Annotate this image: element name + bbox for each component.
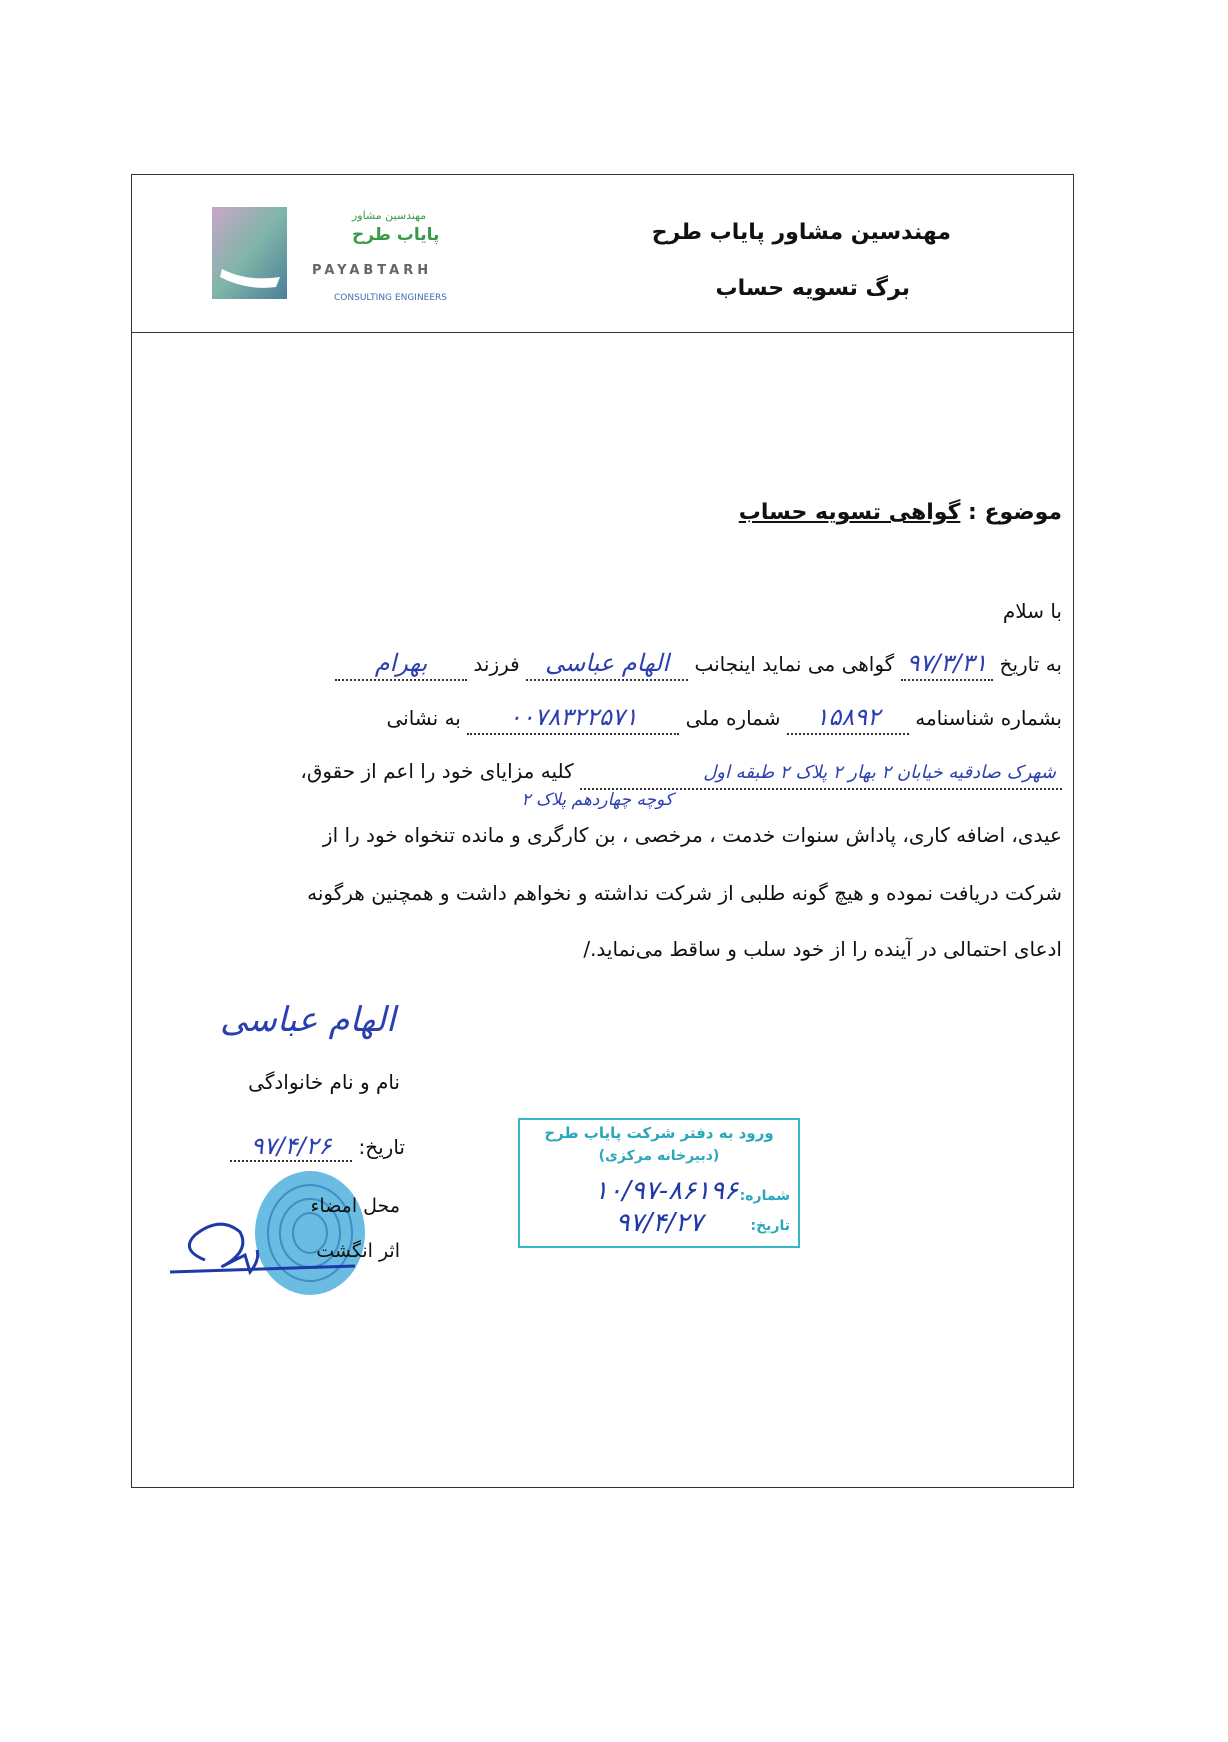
text-national-id-label: شماره ملی [685, 706, 781, 730]
stamp-number-label: شماره: [739, 1188, 790, 1204]
stamp-date-value: ۹۷/۴/۲۷ [615, 1208, 703, 1238]
secretariat-stamp [518, 1118, 800, 1248]
stamp-line-2: (دبیرخانه مرکزی) [598, 1148, 720, 1164]
handwritten-signature-name: الهام عباسی [220, 1000, 396, 1040]
signature-block [200, 990, 460, 1290]
subject-line [739, 500, 1062, 525]
body-line-5: شرکت دریافت نموده و هیچ گونه طلبی از شرکت نداشته و نخواهم داشت و همچنین هرگونه [307, 881, 1062, 905]
subject-value: گواهی تسویه حساب [738, 500, 961, 525]
date-row [200, 1132, 405, 1162]
handwritten-national-id: ۰۰۷۸۳۲۲۵۷۱ [508, 703, 638, 731]
text-id-label: بشماره شناسنامه [915, 706, 1062, 730]
greeting: با سلام [1002, 599, 1062, 623]
text-child-of: فرزند [473, 652, 520, 676]
signature-scribble-icon [165, 1210, 365, 1290]
body-line-1 [172, 648, 1062, 681]
subject-label: موضوع : [968, 500, 1062, 525]
name-label: نام و نام خانوادگی [248, 1070, 400, 1094]
stamp-line-1: ورود به دفتر شرکت پایاب طرح [544, 1124, 774, 1142]
logo-text-en: PAYABTARH [312, 263, 433, 278]
date-label: تاریخ: [358, 1135, 405, 1159]
form-title: برگ تسویه حساب [715, 276, 910, 301]
body-line-6: ادعای احتمالی در آینده را از خود سلب و ساقط می‌نماید./ [583, 937, 1062, 961]
handwritten-sign-date: ۹۷/۴/۲۶ [250, 1132, 332, 1160]
text-benefits: کلیه مزایای خود را اعم از حقوق، [300, 759, 574, 783]
handwritten-address: شهرک صادقیه خیابان ۲ بهار ۲ پلاک ۲ طبقه اول [703, 762, 1056, 783]
text-address-label: به نشانی [386, 706, 461, 730]
body-line-3 [172, 756, 1062, 790]
fingerprint-label: اثر انگشت [316, 1240, 400, 1262]
handwritten-date: ۹۷/۳/۳۱ [906, 649, 988, 677]
body-line-2 [172, 702, 1062, 735]
handwritten-father-name: بهرام [374, 649, 428, 677]
stamp-number-value: ۱۰/۹۷-۸۶۱۹۶ [594, 1176, 738, 1206]
company-name: مهندسین مشاور پایاب طرح [651, 220, 951, 245]
body-line-4: عیدی، اضافه کاری، پاداش سنوات خدمت ، مرخصی ، بن کارگری و مانده تنخواه خود را از [322, 823, 1062, 847]
handwritten-name: الهام عباسی [545, 649, 670, 677]
logo-text-fa-small: مهندسین مشاور [352, 209, 427, 222]
text-date-intro: به تاریخ [999, 652, 1062, 676]
company-logo [212, 207, 482, 312]
header-divider [131, 332, 1074, 333]
handwritten-id-number: ۱۵۸۹۲ [815, 703, 881, 731]
logo-subtext-en: CONSULTING ENGINEERS [334, 293, 448, 303]
stamp-date-label: تاریخ: [750, 1218, 790, 1234]
handwritten-address-extra: کوچه چهاردهم پلاک ۲ [521, 790, 673, 810]
logo-text-fa: پایاب طرح [352, 225, 440, 245]
text-certify: گواهی می نماید اینجانب [694, 652, 895, 676]
sign-place-label: محل امضاء [310, 1195, 400, 1217]
